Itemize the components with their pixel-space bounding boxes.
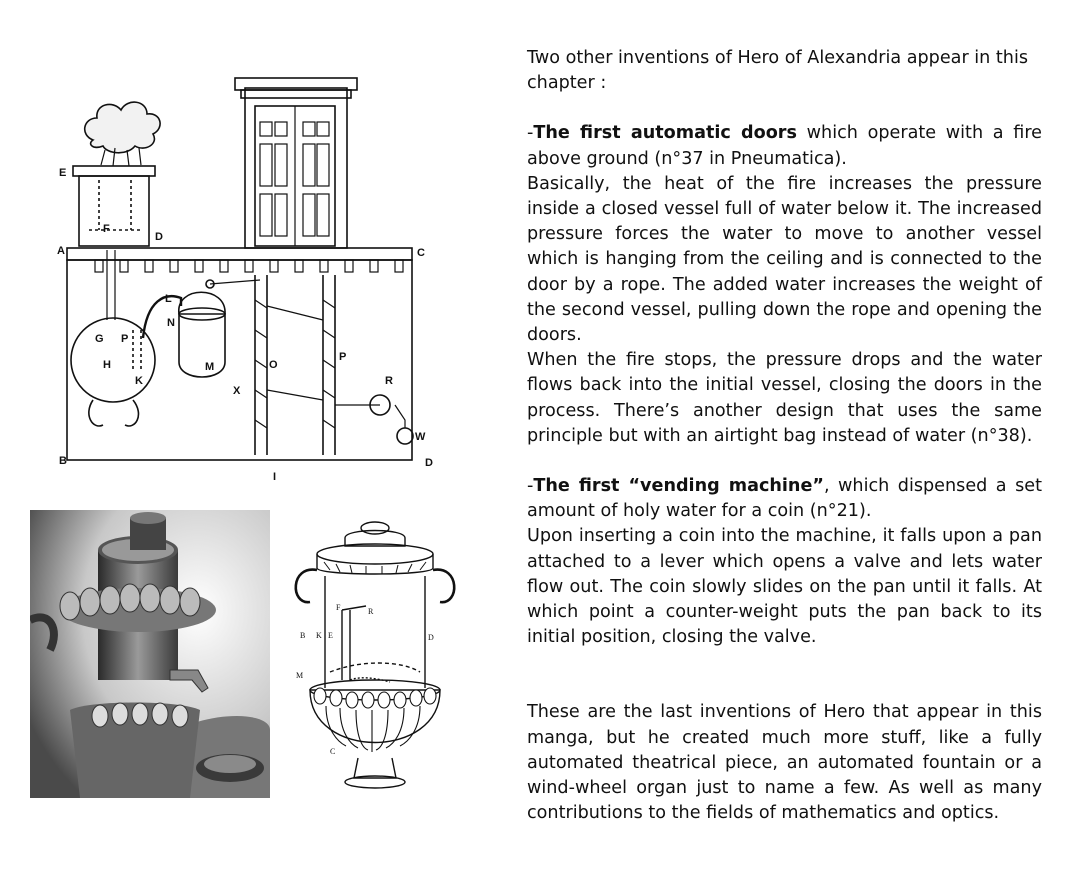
doors-paragraph-2: When the fire stops, the pressure drops and the water flows back into the initial vessel, closing the doors in the process. There’s another design that uses the same principle but with an airtight bag instead of water (n°38). (527, 350, 1042, 446)
vessel-label-m: M (296, 671, 304, 680)
label-p2: P (339, 351, 347, 363)
underground-chamber (67, 260, 412, 460)
label-l: L (165, 293, 172, 305)
vending-heading-paragraph: -The first “vending machine”, which dispensed a set amount of holy water for a coin (n°21). (527, 476, 1042, 522)
door-post-o (255, 275, 267, 455)
closing-paragraph: These are the last inventions of Hero that appear in this manga, but he created much more stuff, like a fully automated theatrical piece, an automated fountain or a wind-wheel organ just to name a few. As well as many contributions to the fields of mathematics and optics. (527, 702, 1042, 824)
label-m: M (205, 361, 215, 373)
vessel-label-k: K (316, 631, 322, 640)
intro-paragraph: Two other inventions of Hero of Alexandria appear in this chapter : (527, 48, 1029, 94)
vending-title: The first “vending machine” (533, 476, 824, 497)
manga-vending-machine-panel (30, 510, 270, 798)
vessel-label-b: B (300, 631, 306, 640)
text-column (527, 46, 1042, 826)
label-g: G (95, 333, 104, 345)
label-o: O (269, 359, 278, 371)
smoke-cloud (85, 102, 160, 153)
label-i: I (273, 471, 277, 480)
vending-vessel-diagram (280, 510, 470, 800)
label-k: K (135, 375, 143, 387)
label-p: P (121, 333, 129, 345)
automatic-doors-diagram (55, 70, 440, 480)
fire-vessel-sphere (71, 318, 155, 402)
label-d2: D (425, 457, 433, 469)
doors-paragraph-1: Basically, the heat of the fire increases the pressure inside a closed vessel full of water below it. The increased pressure forces the water to move to another vessel which is hanging from the ceiling and is connected to the door by a rope. The added water increases the weight of the second vessel, pulling down the rope and opening the doors. (527, 173, 1042, 346)
vessel-label-e: E (328, 631, 333, 640)
label-h: H (103, 359, 111, 371)
vessel-label-c: C (330, 747, 336, 756)
label-x: X (233, 385, 241, 397)
label-r: R (385, 375, 393, 387)
label-w: W (415, 431, 426, 443)
label-d: D (155, 231, 163, 243)
label-n: N (167, 317, 175, 329)
door-post-p (323, 275, 335, 455)
doors-title: The first automatic doors (533, 123, 797, 144)
label-f: F (103, 223, 110, 235)
vending-paragraph-1: Upon inserting a coin into the machine, it falls upon a pan attached to a lever which opens a valve and lets water flow out. The coin slowly slides on the pan until it falls. At which point a counter-weight puts the pan back to its initial position, closing the valve. (527, 526, 1042, 648)
label-e: E (59, 167, 67, 179)
altar-box (79, 176, 149, 246)
vessel-label-d: D (428, 633, 434, 642)
vessel-body (325, 576, 425, 688)
label-b: B (59, 455, 67, 467)
vessel-label-f: F (336, 603, 341, 612)
label-a: A (57, 245, 65, 257)
siphon-tube (143, 296, 181, 338)
altar-top (73, 166, 155, 176)
hanging-bucket (179, 314, 225, 377)
vessel-label-r: R (368, 607, 374, 616)
platform (67, 248, 412, 260)
label-c: C (417, 247, 425, 259)
doors-heading-paragraph: -The first automatic doors which operate with a fire above ground (n°37 in Pneumatica). (527, 123, 1042, 169)
